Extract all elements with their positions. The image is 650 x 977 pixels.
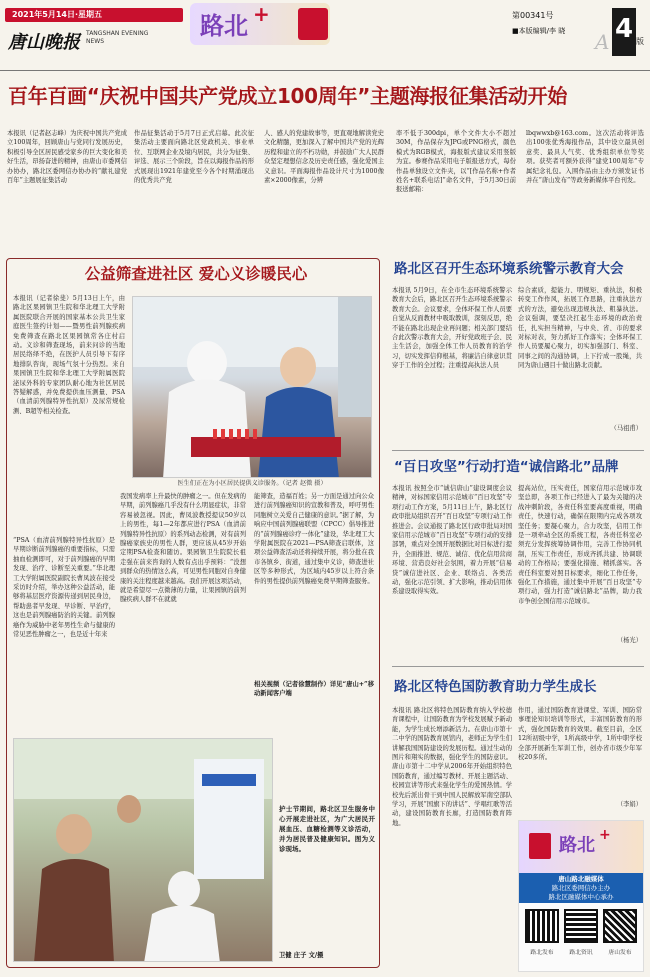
lead-col-4: 率不低于300dpi，单个文件大小不超过30M，作品保存为JPG或PNG格式，颜色模式为RGB模式，海报版式建议采用竖版为宜。参赛作品采用电子版报送方式，每份作品单独设立文件夹，以“[作品名称+作者姓名+联系电话]”命名文件，于5月30日前报送邮箱： [396,130,516,194]
lead-col-2: 作品征集活动于5月7日正式启幕。此次征集活动主要面向路北区党政机关、事业单位、互联网企业及境内居民，共分为征集、评选、展示三个阶段，旨在以海报作品的形式展现出1921年建党至今各个时期涌现出的优秀共产党 [134,130,254,185]
clinic-photo-caption: 医生们正在为小区居民提供义诊服务。（记者 赵微 摄） [177,480,327,487]
masthead [0,0,650,75]
nurse-photo-svg [14,739,273,962]
right-story-3-col-1: 本报讯 路北区将特色国防教育纳入学校德育课程中，让国防教育为学校发展赋予新动能，为学生成长增添新活力。在唐山市第十二中学的国防教育展馆内，老师正为学生们讲解我国国防建设的发展历程。通过生动的图片和翔实的数据，强化学生的国防意识。唐山市第十二中学从2006年开始组织特色国防教育，通过编写教材、开展主题活动、校园宣讲等形式来强化学生的爱国热情。学校先后派出骨干到中国人民解放军南空部队学习，开展“国旗下的讲话”、学唱红歌等活动，建设国防教育长廊，打造国防教育阵地。 [392,707,512,827]
qr-label-3: 唐山发布 [608,950,632,956]
clinic-photo-svg [133,297,372,478]
left-story-col-3: 能筛查，造福百姓；另一方面是通过向公众进行前列腺癌知识的宣教和普及，呼吁男性同胞树立关爱自己健康的意识。”据了解，为响应中国前列腺癌联盟（CPCC）倡导推进的“前列腺癌诊疗一体化”建设，华北理工大学附属医院在2021—PSA筛查启联体，这项公益筛查活动还将持续开展，将分批在我市各镇乡、街道，通过集中义诊，筛查进社区等多种形式，为区域内45岁以上符合条件的男性提供前列腺癌免费早期筛查服务。 [254,493,374,585]
promo-line-3: 路北区融媒体中心承办 [548,893,614,901]
qr-label-1: 路北发布 [530,950,554,956]
qr-label-2: 路北资讯 [569,950,593,956]
clinic-photo [132,296,372,478]
right-story-1-byline: （马祖甫） [610,425,642,432]
issue-date: 2021年5月14日·星期五 [12,10,103,19]
section-logo: 路北 [200,12,248,40]
left-story-col-2: 我国发病率上升最快的肿瘤之一。但在发病的早期，前列腺癌几乎没有什么明显症状，非常容易被忽视。因此，曹凤波教授提议50岁以上的男性，每1—2年都应进行PSA（血清前列腺特异性抗原）的系列动态检测，对有前列腺癌家族史的男性人群，更应该从45岁开始定期PSA检查和随访。果园镇卫生院院长祖走强在前来咨询的人数有点出乎预料：“没想到群众的热情这么高，可见男性同胞对自身健康的关注程度越来越高。我们开展这项活动，就是希望尽一点微薄的力量，让果园镇的前列腺疾病人群不在就就 [120,493,246,604]
promo-plus-icon: + [599,827,611,843]
right-story-1-col-2: 综合素质，提能力、明规矩、重执法，积极转变工作作风，拓展工作思路，注重执法方式的方法，避免出现违规执法、粗暴执法。会议强调，要坚决扛起生态环境的政治责任，扎实担当精神，与中央、省、市的要求对标对表，努力抓好工作落实；全体环保工作人员要履心聚力，切实加强部门、科室、同事之间的沟通协调，上下拧成一股绳，共同为唐山遇目十做出路北贡献。 [518,287,642,370]
lead-col-1: 本报讯（记者赵志峰）为庆祝中国共产党成立100周年，回顾唐山与党同行发展历史，积极引导全区居民感受家乡的巨大变化和美好生活，昂扬奋进的精神，由唐山市委网信办协办，路北区委网信办协办的“献礼建党百年”主题展征集活动 [7,130,127,185]
emblem-icon [298,8,328,40]
left-story-title: 公益筛查进社区 爱心义诊暖民心 [84,265,308,283]
page-letter: A [595,30,610,54]
lead-col-5: lbqwwxb@163.com。这次活动将评选出100张优秀海报作品，其中设立最具创意奖、最具人气奖、优秀组织单位等奖项。获奖者可额外获得“建党100周年”专属纪念礼包。入围作品由主办方颁发证书并在“唐山发布”等政务新媒体平台刊发。 [526,130,644,185]
nurse-photo-caption: 护士节期间，路北区卫生服务中心开展走进社区，为广大居民开展血压、血糖检测等义诊活动，并为居民普及健康知识。图为义诊现场。 [279,805,375,853]
promo-line-2: 路北区委网信办主办 [551,884,611,892]
right-story-2-col-1: 本报讯 按照全市“诚信唐山”建设调度会议精神，对标国家信用示范城市“百日攻坚”专项行动工作方案，5月11日上午，路北区行政审批局组织召开“百日攻坚”专项行动工作推进会。会议通报了路北区行政审批局对国家信用示范城市“百日攻坚”专项行动的安排部署，重点对全国开展数据比对目标进行提升，全面推进、规范、诚信、优化信用营商环境、营造良好社会氛围，着力开展“信易贷”诚信进社区、企业、联络点、各类活动，强化示范引领、扩大影响，推动信用体系建设取得实效。 [392,485,512,596]
paper-name: 唐山晚报 [8,32,80,53]
promo-emblem-icon [529,833,551,859]
paper-name-en: TANGSHAN EVENING NEWS [86,30,149,45]
page-label: 版 [636,37,644,46]
right-story-1-title: 路北区召开生态环境系统警示教育大会 [394,261,624,277]
page-editor: ■本版编辑/李 晓 [512,27,566,35]
main-title: 百年百画“庆祝中国共产党成立100周年”主题海报征集活动开始 [8,84,568,108]
left-story-col-1b: “PSA（血清前列腺特异性抗原）是早期诊断前列腺癌的重要指标，只需抽血检测即可，对于前列腺癌的早期发现、治疗、诊断至关重要。”华北理工大学附属医院副院长曹凤波在接受采访时介绍，举办这种公益活动，能够将基层医疗资源传递到居民身边，帮助患者早发现、早诊断、早治疗，这也是前列腺癌防治的关键。前列腺癌作为威胁中老年男性生命与健康的常见恶性肿瘤之一，也是近十年来 [13,537,115,639]
page-number: 4 [615,14,634,44]
right-story-3-col-2: 作用，通过国防教育进课堂、军训、国防常事理论知识培训等形式，丰富国防教育的形式，强化国防教育的效果。截至目前，全区12所初级中学，1所高级中学，1所中职学校全部开展新生军训工作，创办省市级少年军校20多所。 [518,707,642,762]
promo-box [518,820,644,972]
lead-col-3: 人、感人的党建故事等，更直观地解读党史文化精髓，更加深入了解中国共产党的光辉历程和建立的不朽功勋，并鼓励广大人民群众坚定理想信念及历史责任感，强化爱国主义意识。平面海报作品设计尺寸为1000像素×2000像素，分辨 [264,130,384,185]
left-story-col-3b: 相关视频（记者徐慧制作）详见“唐山+”移动新闻客户端 [254,681,374,698]
nurse-photo [13,738,273,962]
promo-logo: 路北 [559,835,595,856]
nurse-photo-byline: 卫健 庄子 文/摄 [279,952,324,959]
masthead-rule [0,70,650,71]
right-story-3-byline: （李娟） [616,801,642,808]
promo-line-1: 唐山路北融媒体 [558,875,604,883]
qr-code-2-icon[interactable] [564,909,598,943]
period-number: 第00341号 [512,11,554,20]
right-story-2-title: “百日攻坚”行动打造“诚信路北”品牌 [394,459,619,475]
qr-code-3-icon[interactable] [603,909,637,943]
plus-icon: + [253,2,270,26]
right-divider-1 [392,450,644,451]
right-divider-2 [392,666,644,667]
right-story-2-col-2: 提高站位，压实责任，国家信用示范城市攻坚总即，各项工作已经进入了最为关键的决战冲刺阶段，各责任科室要高度重视，明确责任，快速行动，确保在限期内完成各项攻坚任务；要凝心聚力，合力攻坚，信用工作是一项牵动全区的系统工程，各责任科室必须充分发挥统筹协调作用，完善工作协同机制，压实工作责任，形成齐抓共建、协调联动的工作格局；要强化措施、精抓落实。各责任科室要对照目标要求，细化工作任务，强化工作措施，通过集中开展“百日攻坚”专项行动，强力打造“诚信路北”品牌，助力我市争创全国信用示范城市。 [518,485,642,605]
left-story-col-1: 本报讯（记者徐斐）5月13日上午，由路北区果园镇卫生院和华北理工大学附属医院联合开展的国家基本公共卫生家庭医生签约计划——暨男性前列腺疾病免费筛查在路北区果园镇常各庄村启动。义诊和筛查现场，前来问诊的当地居民络绎不绝，在医护人员引导下有序地排队咨询，现场气氛十分热烈。来自果园镇卫生院和华北理工大学附属医院泌尿外科的专家团队耐心地为社区居民答疑解惑，并免费提供血压测量、PSA（血清前列腺特异性抗原）及尿常规检测、B超等相关检查。 [13,295,125,415]
right-story-3-title: 路北区特色国防教育助力学生成长 [394,679,597,695]
qr-code-1-icon[interactable] [525,909,559,943]
right-story-2-byline: （杨光） [616,637,642,644]
right-story-1-col-1: 本报讯 5月9日，在全市生态环境系统警示教育大会后，路北区召开生态环境系统警示教育大会。会议要求，全体环保工作人员要自觉从反面教材中吸取教训，深刻反思，绝不能在路北出现企业再问题；相关部门要结合此次警示教育大会，开好党政班子会、民主生活会，加强全体工作人员教育的治学习，切实发挥信仰根基，将廉洁自律意识贯穿于工作的全过程；注重提高执法人员 [392,287,512,370]
